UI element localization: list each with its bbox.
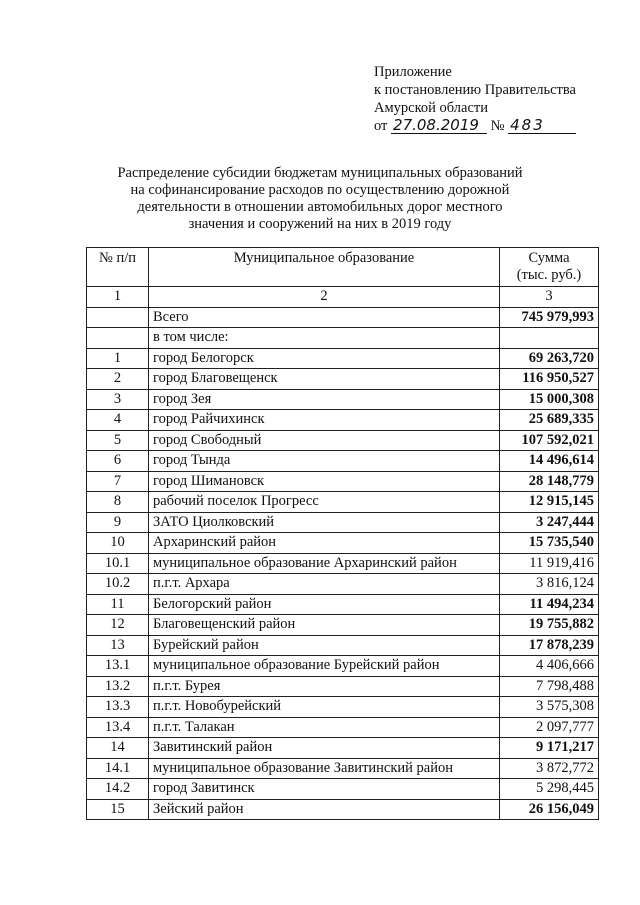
row-sum: 107 592,021	[500, 430, 599, 451]
row-municipality: ЗАТО Циолковский	[149, 512, 500, 533]
row-number: 11	[87, 594, 149, 615]
row-sum: 11 494,234	[500, 594, 599, 615]
row-sum: 15 735,540	[500, 533, 599, 554]
row-municipality: Завитинский район	[149, 738, 500, 759]
row-municipality: Благовещенский район	[149, 615, 500, 636]
row-number: 8	[87, 492, 149, 513]
subsidy-table	[86, 247, 599, 820]
table-row	[87, 471, 599, 492]
table-row	[87, 574, 599, 595]
row-municipality: муниципальное образование Бурейский район	[149, 656, 500, 677]
row-municipality: рабочий поселок Прогресс	[149, 492, 500, 513]
table-header-row	[87, 248, 599, 287]
row-municipality: муниципальное образование Архаринский район	[149, 553, 500, 574]
row-municipality: Бурейский район	[149, 635, 500, 656]
row-municipality: п.г.т. Архара	[149, 574, 500, 595]
row-sum: 15 000,308	[500, 389, 599, 410]
row-sum: 25 689,335	[500, 410, 599, 431]
row-number: 13.4	[87, 717, 149, 738]
table-row	[87, 307, 599, 328]
row-sum: 28 148,779	[500, 471, 599, 492]
row-municipality: в том числе:	[149, 328, 500, 349]
table-row	[87, 512, 599, 533]
table-row	[87, 328, 599, 349]
row-number: 13	[87, 635, 149, 656]
row-number: 10	[87, 533, 149, 554]
row-number: 13.2	[87, 676, 149, 697]
row-sum: 2 097,777	[500, 717, 599, 738]
table-row	[87, 779, 599, 800]
table-row	[87, 553, 599, 574]
row-sum: 14 496,614	[500, 451, 599, 472]
appendix-line-1: Приложение	[374, 64, 452, 80]
row-sum: 69 263,720	[500, 348, 599, 369]
row-municipality: город Зея	[149, 389, 500, 410]
row-municipality: муниципальное образование Завитинский район	[149, 758, 500, 779]
row-number	[87, 307, 149, 328]
header-sum-line1: Сумма	[528, 250, 570, 266]
row-sum: 4 406,666	[500, 656, 599, 677]
row-municipality: город Райчихинск	[149, 410, 500, 431]
row-municipality: Белогорский район	[149, 594, 500, 615]
row-number: 14.1	[87, 758, 149, 779]
row-number: 3	[87, 389, 149, 410]
row-number	[87, 328, 149, 349]
row-number: 6	[87, 451, 149, 472]
number-prefix: №	[490, 118, 505, 134]
header-name: Муниципальное образование	[149, 248, 500, 287]
row-sum: 11 919,416	[500, 553, 599, 574]
handwritten-number: 483	[508, 117, 576, 134]
table-row	[87, 799, 599, 820]
row-number: 10.2	[87, 574, 149, 595]
row-number: 5	[87, 430, 149, 451]
row-sum: 17 878,239	[500, 635, 599, 656]
table-row	[87, 451, 599, 472]
row-sum: 3 816,124	[500, 574, 599, 595]
document-title: Распределение субсидии бюджетам муниципальных образований на софинансирование расходов по осуществлению дорожной деятельности в отношении автомобильных дорог местного значения и сооружений на них в 2019 году	[117, 165, 523, 232]
row-municipality: город Свободный	[149, 430, 500, 451]
table-row	[87, 410, 599, 431]
appendix-line-2: к постановлению Правительства	[374, 82, 576, 98]
table-row	[87, 430, 599, 451]
row-sum: 3 247,444	[500, 512, 599, 533]
row-municipality: п.г.т. Новобурейский	[149, 697, 500, 718]
row-sum: 12 915,145	[500, 492, 599, 513]
row-sum: 7 798,488	[500, 676, 599, 697]
row-sum: 19 755,882	[500, 615, 599, 636]
table-row	[87, 738, 599, 759]
table-row	[87, 615, 599, 636]
row-municipality: город Тында	[149, 451, 500, 472]
appendix-block	[374, 63, 576, 135]
row-municipality: город Шимановск	[149, 471, 500, 492]
row-municipality: город Белогорск	[149, 348, 500, 369]
row-sum: 3 575,308	[500, 697, 599, 718]
header-num: № п/п	[87, 248, 149, 287]
table-row	[87, 492, 599, 513]
row-sum: 745 979,993	[500, 307, 599, 328]
row-municipality: город Благовещенск	[149, 369, 500, 390]
header-sum	[500, 248, 599, 287]
row-number: 14	[87, 738, 149, 759]
row-municipality: п.г.т. Бурея	[149, 676, 500, 697]
row-municipality: город Завитинск	[149, 779, 500, 800]
row-number: 15	[87, 799, 149, 820]
row-number: 7	[87, 471, 149, 492]
row-sum: 9 171,217	[500, 738, 599, 759]
row-number: 1	[87, 348, 149, 369]
column-index: 3	[500, 287, 599, 308]
column-index-row	[87, 287, 599, 308]
table-row	[87, 594, 599, 615]
row-number: 4	[87, 410, 149, 431]
row-sum: 5 298,445	[500, 779, 599, 800]
appendix-date-line	[374, 117, 576, 135]
table-row	[87, 717, 599, 738]
table-row	[87, 758, 599, 779]
table-row	[87, 369, 599, 390]
appendix-line-3: Амурской области	[374, 100, 488, 116]
table-row	[87, 635, 599, 656]
row-municipality: Зейский район	[149, 799, 500, 820]
table-row	[87, 348, 599, 369]
row-municipality: Всего	[149, 307, 500, 328]
row-number: 12	[87, 615, 149, 636]
date-prefix: от	[374, 118, 388, 134]
table-row	[87, 656, 599, 677]
table-row	[87, 676, 599, 697]
column-index: 2	[149, 287, 500, 308]
row-sum: 116 950,527	[500, 369, 599, 390]
row-number: 13.1	[87, 656, 149, 677]
table-row	[87, 533, 599, 554]
row-municipality: п.г.т. Талакан	[149, 717, 500, 738]
table-row	[87, 389, 599, 410]
row-sum: 26 156,049	[500, 799, 599, 820]
row-sum	[500, 328, 599, 349]
row-number: 14.2	[87, 779, 149, 800]
table-row	[87, 697, 599, 718]
header-sum-line2: (тыс. руб.)	[516, 267, 582, 283]
row-number: 2	[87, 369, 149, 390]
row-municipality: Архаринский район	[149, 533, 500, 554]
row-number: 13.3	[87, 697, 149, 718]
row-number: 10.1	[87, 553, 149, 574]
handwritten-date: 27.08.2019	[391, 117, 487, 134]
row-number: 9	[87, 512, 149, 533]
table-body	[87, 307, 599, 820]
column-index: 1	[87, 287, 149, 308]
row-sum: 3 872,772	[500, 758, 599, 779]
